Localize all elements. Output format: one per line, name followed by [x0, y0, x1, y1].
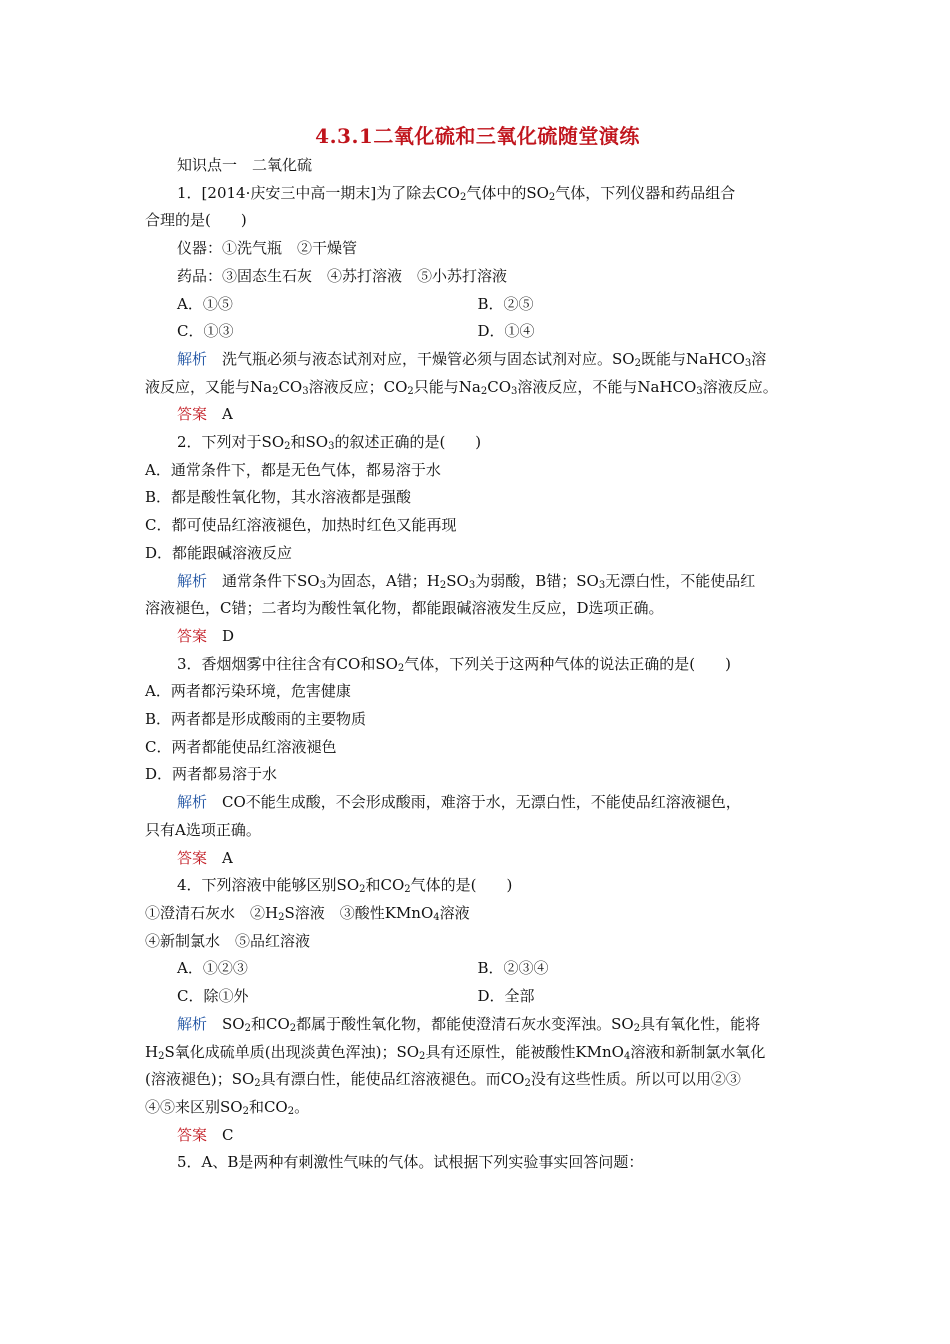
q2-option-a: A．通常条件下，都是无色气体，都易溶于水 — [145, 460, 441, 479]
q2-analysis-line2: 溶液褪色，C错；二者均为酸性氧化物，都能跟碱溶液发生反应，D选项正确。 — [145, 599, 664, 618]
q4-list-line2: ④新制氯水 ⑤品红溶液 — [145, 931, 311, 950]
q1-option-d: D．①④ — [477, 322, 535, 341]
q2-option-b: B．都是酸性氧化物，其水溶液都是强酸 — [145, 488, 412, 507]
q4-options-row2 — [145, 983, 810, 1011]
q1-answer: 答案 A — [177, 405, 233, 424]
analysis-label: 解析 — [177, 1014, 208, 1033]
q3-analysis-line2: 只有A选项正确。 — [145, 820, 261, 839]
q1-option-a: A．①⑤ — [177, 294, 233, 313]
q1-options-row2 — [145, 318, 810, 346]
q1-option-c: C．①③ — [177, 322, 234, 341]
q4-analysis-line4: ④⑤来区别$SO_2$和$CO_2$。 — [145, 1097, 310, 1117]
q4-stem: 4．下列溶液中能够区别$SO_2$和$CO_2$气体的是( ) — [177, 876, 513, 896]
q4-analysis-line2: $H_2S$氧化成硫单质(出现淡黄色浑浊)；$SO_2$具有还原性，能被酸性KMnO$_4$溶液和新制氯水氧化 — [145, 1042, 766, 1062]
analysis-label: 解析 — [177, 571, 208, 590]
q4-option-d: D．全部 — [477, 987, 535, 1006]
q1-stem: 1．[2014·庆安三中高一期末]为了除去$CO_2$气体中的$SO_2$气体，下列仪器和药品组合 — [177, 183, 736, 203]
q3-option-a: A．两者都污染环境，危害健康 — [145, 682, 351, 701]
q4-analysis-line1: 解析 $SO_2$和$CO_2$都属于酸性氧化物，都能使澄清石灰水变浑浊。$SO_2$具有氧化性，能将 — [177, 1014, 761, 1034]
page-title: 4.3.1二氧化硫和三氧化硫随堂演练 — [315, 124, 640, 148]
q4-option-b: B．②③④ — [477, 959, 549, 978]
q1-stem-cont: 合理的是( ) — [145, 211, 247, 230]
q4-option-c: C．除①外 — [177, 987, 249, 1006]
q4-answer: 答案 C — [177, 1125, 234, 1144]
analysis-label: 解析 — [177, 793, 208, 812]
q1-instruments: 仪器：①洗气瓶 ②干燥管 — [177, 239, 358, 258]
q1-options-row1 — [145, 291, 810, 319]
q1-reagents: 药品：③固态生石灰 ④苏打溶液 ⑤小苏打溶液 — [177, 266, 508, 285]
q2-answer: 答案 D — [177, 626, 235, 645]
q1-analysis-line1: 解析 洗气瓶必须与液态试剂对应，干燥管必须与固态试剂对应。$SO_2$既能与NaHCO$_3$溶 — [177, 349, 767, 369]
q2-analysis-line1: 解析 通常条件下$SO_3$为固态，A错；$H_2SO_3$为弱酸，B错；$SO_3$无漂白性，不能使品红 — [177, 571, 756, 591]
q2-option-c: C．都可使品红溶液褪色，加热时红色又能再现 — [145, 516, 457, 535]
q3-option-b: B．两者都是形成酸雨的主要物质 — [145, 710, 367, 729]
q1-analysis-line2: 液反应，又能与$Na_2CO_3$溶液反应；$CO_2$只能与$Na_2CO_3$溶液反应，不能与NaHCO$_3$溶液反应。 — [145, 377, 778, 397]
q1-option-b: B．②⑤ — [477, 294, 534, 313]
q4-list-line1: ①澄清石灰水 $②H_2S$溶液 ③酸性KMnO$_4$溶液 — [145, 903, 470, 923]
q3-option-c: C．两者都能使品红溶液褪色 — [145, 737, 337, 756]
answer-label: 答案 — [177, 405, 208, 424]
q3-analysis-line1: 解析 CO不能生成酸，不会形成酸雨，难溶于水，无漂白性，不能使品红溶液褪色， — [177, 793, 741, 812]
answer-label: 答案 — [177, 848, 208, 867]
q3-answer: 答案 A — [177, 848, 233, 867]
answer-label: 答案 — [177, 626, 208, 645]
q2-option-d: D．都能跟碱溶液反应 — [145, 543, 293, 562]
q4-analysis-line3: (溶液褪色)；$SO_2$具有漂白性，能使品红溶液褪色。而$CO_2$没有这些性质。所以可以用②③ — [145, 1070, 741, 1090]
q3-stem: 3．香烟烟雾中往往含有CO和$SO_2$气体，下列关于这两种气体的说法正确的是( ) — [177, 654, 731, 674]
answer-label: 答案 — [177, 1125, 208, 1144]
section-heading: 知识点一 二氧化硫 — [177, 156, 313, 174]
q4-option-a: A．①②③ — [177, 959, 248, 978]
q4-options-row1 — [145, 955, 810, 983]
analysis-label: 解析 — [177, 349, 208, 368]
document-page — [145, 120, 810, 1177]
q2-stem: 2．下列对于$SO_2$和$SO_3$的叙述正确的是( ) — [177, 433, 482, 453]
q3-option-d: D．两者都易溶于水 — [145, 765, 278, 784]
q5-stem: 5．A、B是两种有刺激性气味的气体。试根据下列实验事实回答问题： — [177, 1153, 644, 1172]
